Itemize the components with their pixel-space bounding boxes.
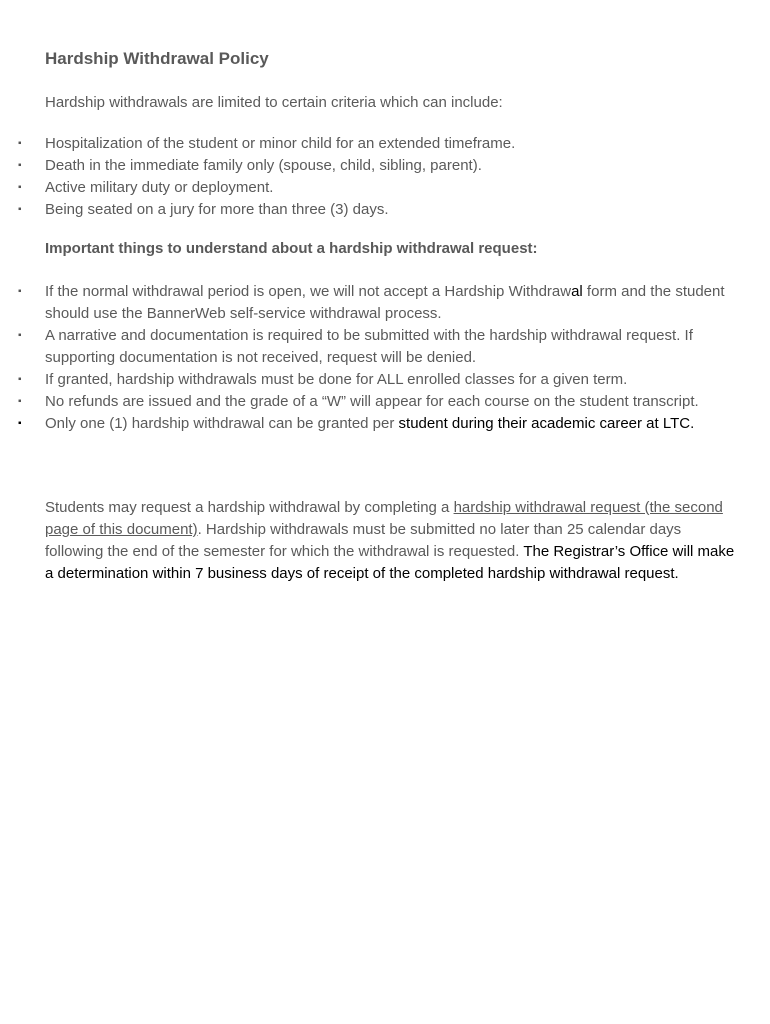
important-points-list [0, 281, 740, 435]
closing-text: Students may request a hardship withdrawal by completing a [45, 499, 454, 516]
list-item [0, 155, 740, 177]
closing-text: . Hardship withdrawals must be submitted no later than 25 calendar days following the end of the semester for which the withdrawal is requested. [45, 521, 682, 560]
list-item [0, 391, 740, 413]
list-item [0, 199, 740, 221]
closing-paragraph [45, 497, 735, 585]
closing-text: The Registrar’s Office will make a determination within 7 business days of receipt of the completed hardship withdrawal request. [45, 543, 735, 582]
list-item [0, 413, 740, 435]
hardship-request-link[interactable]: hardship withdrawal request (the second page of this document) [45, 499, 723, 538]
criteria-list [0, 133, 740, 221]
bullet-icon: ▪ [18, 204, 22, 215]
list-item-text: No refunds are issued and the grade of a “W” will appear for each course on the student transcript. [45, 393, 699, 410]
list-item-text: A narrative and documentation is required to be submitted with the hardship withdrawal request. If supporting documentation is not received, request will be denied. [45, 327, 693, 366]
bullet-icon: ▪ [18, 182, 22, 193]
bullet-icon: ▪ [18, 330, 22, 341]
intro-text: Hardship withdrawals are limited to certain criteria which can include: [45, 94, 503, 111]
list-item [0, 325, 740, 369]
list-item-text: Active military duty or deployment. [45, 179, 274, 196]
bullet-icon: ▪ [18, 286, 22, 297]
list-item-text: Hospitalization of the student or minor child for an extended timeframe. [45, 135, 516, 152]
list-item-text: Death in the immediate family only (spouse, child, sibling, parent). [45, 157, 482, 174]
bullet-icon: ▪ [18, 396, 22, 407]
list-item [0, 177, 740, 199]
list-item-text: al [571, 283, 583, 300]
bullet-icon: ▪ [18, 160, 22, 171]
list-item-text: Being seated on a jury for more than three (3) days. [45, 201, 389, 218]
list-item [0, 133, 740, 155]
section-heading: Important things to understand about a hardship withdrawal request: [45, 240, 538, 257]
page-title: Hardship Withdrawal Policy [45, 49, 269, 68]
list-item [0, 369, 740, 391]
list-item [0, 281, 740, 325]
bullet-icon: ▪ [18, 138, 22, 149]
list-item-text: Only one (1) hardship withdrawal can be granted per [45, 415, 399, 432]
list-item-text: student during their academic career at LTC. [398, 415, 695, 432]
list-item-text: form and the student should use the BannerWeb self-service withdrawal process. [45, 283, 725, 322]
list-item-text: If granted, hardship withdrawals must be done for ALL enrolled classes for a given term. [45, 371, 628, 388]
bullet-icon: ▪ [18, 374, 22, 385]
list-item-text: If the normal withdrawal period is open, we will not accept a Hardship Withdraw [45, 283, 572, 300]
bullet-icon: ▪ [18, 418, 22, 429]
